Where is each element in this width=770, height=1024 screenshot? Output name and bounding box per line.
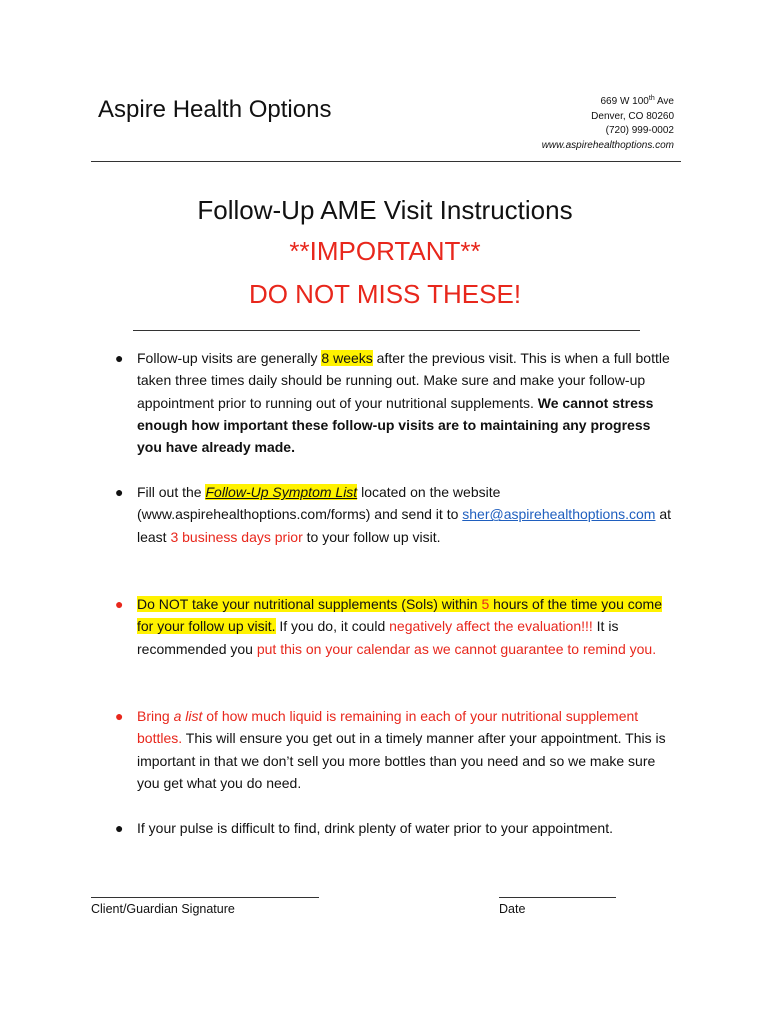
email-link[interactable]: sher@aspirehealthoptions.com [462, 506, 656, 523]
address-block [542, 95, 674, 153]
do-not-miss-heading: DO NOT MISS THESE! [248, 279, 522, 309]
list-item: ● Fill out the Follow-Up Symptom List located on the website (www.aspirehealthoptions.com/forms) and send it to sher@aspirehealthoptions.com at least 3 business days prior to your follow up visit. [137, 481, 672, 548]
important-heading: **IMPORTANT** [289, 236, 481, 266]
document-title: Follow-Up AME Visit Instructions [197, 195, 573, 225]
list-item: ● If your pulse is difficult to find, drink plenty of water prior to your appointment. [137, 817, 672, 839]
phone-number: (720) 999-0002 [605, 125, 674, 136]
bold-emphasis: We cannot stress enough how important these follow-up visits are to maintaining any progress you have already made. [137, 394, 654, 456]
bullet-icon: ● [115, 484, 124, 500]
bullet-icon: ● [115, 596, 124, 612]
symptom-list-link[interactable]: Follow-Up Symptom List [205, 484, 358, 500]
highlight-8-weeks: 8 weeks [321, 350, 373, 366]
list-item: ● Do NOT take your nutritional supplements (Sols) within 5 hours of the time you come for your follow up visit. If you do, it could negatively affect the evaluation!!! It is recommended you put this on your calendar as we cannot guarantee to remind you. [137, 593, 672, 660]
business-days-note: 3 business days prior [170, 528, 303, 545]
date-label: Date [499, 902, 526, 916]
bullet-icon: ● [115, 350, 124, 366]
list-item: ● Bring a list of how much liquid is remaining in each of your nutritional supplement bottles. This will ensure you get out in a timely manner after your appointment. This is important in that we don’t sell you more bottles than you need and so we make sure you get what you do need. [137, 705, 672, 794]
date-line[interactable] [499, 897, 616, 898]
address-line-2: Denver, CO 80260 [591, 110, 674, 122]
address-line-1: 669 W 100th Ave [600, 95, 674, 107]
bullet-icon: ● [115, 708, 124, 724]
signature-line[interactable] [91, 897, 319, 898]
bullet-icon: ● [115, 820, 124, 836]
client-signature-label: Client/Guardian Signature [91, 902, 235, 916]
organization-name: Aspire Health Options [98, 96, 332, 123]
list-item: ● Follow-up visits are generally 8 weeks after the previous visit. This is when a full bottle taken three times daily should be running out. Make sure and make your follow-up appointment prior to running out of your nutritional supplements. We cannot stress enough how important these follow-up visits are to maintaining any progress you have already made. [137, 347, 672, 458]
section-divider [133, 330, 640, 331]
hours-number: 5 [481, 596, 490, 612]
website-link[interactable]: www.aspirehealthoptions.com [541, 139, 674, 151]
header-divider [91, 161, 681, 162]
